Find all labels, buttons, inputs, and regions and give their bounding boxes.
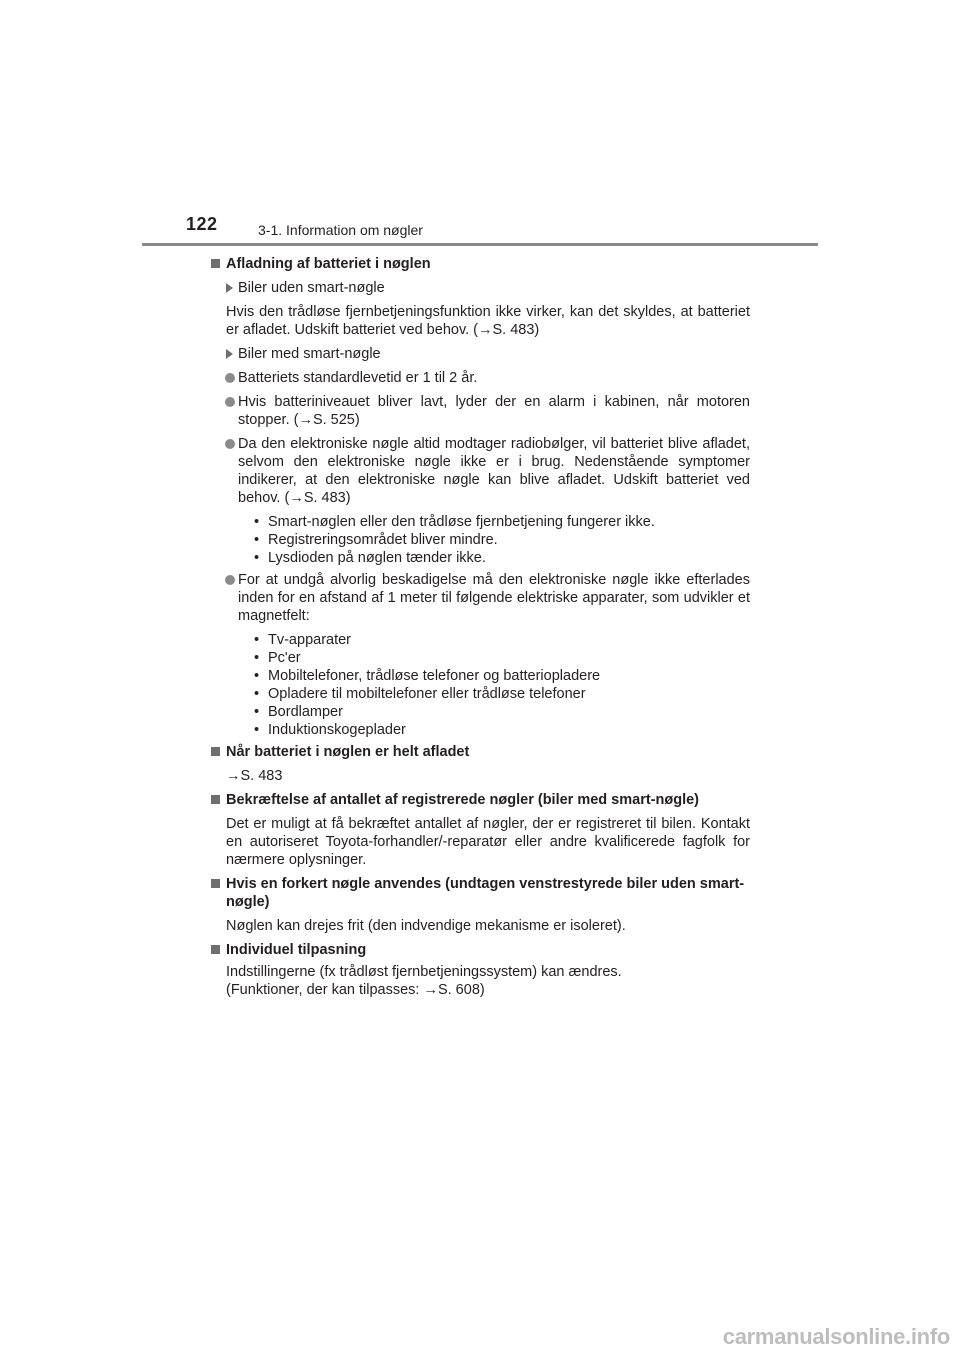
section-heading: Hvis en forkert nøgle anvendes (undtagen venstrestyrede biler uden smart-nøgle): [210, 875, 750, 911]
dot-item: Da den elektroniske nøgle altid modtager radiobølger, vil batteriet blive afladet, selvom den elektroniske nøgle ikke er i brug. Nedenstående symptomer indikerer, at den elektroniske nøgle kan blive afladet. Udskift batteriet ved behov. (→S. 483): [210, 435, 750, 507]
section-heading: Individuel tilpasning: [210, 941, 750, 959]
triangle-arrow-icon: [226, 349, 233, 359]
page-number: 122: [186, 214, 218, 234]
header-rule: [142, 243, 818, 246]
paragraph: Nøglen kan drejes frit (den indvendige mekanisme er isoleret).: [226, 918, 626, 934]
subheading: Biler med smart-nøgle: [210, 345, 750, 363]
square-bullet-icon: [211, 879, 220, 888]
section-heading: Når batteriet i nøglen er helt afladet: [210, 743, 750, 761]
symptom-list: [210, 513, 750, 567]
section-heading: Afladning af batteriet i nøglen: [210, 255, 750, 273]
paragraph: Indstillingerne (fx trådløst fjernbetjeningssystem) kan ændres.: [226, 964, 622, 980]
circle-bullet-icon: [225, 397, 235, 407]
dot-item: Batteriets standardlevetid er 1 til 2 år.: [210, 369, 750, 387]
list-item: • Smart-nøglen eller den trådløse fjernbetjening fungerer ikke.: [254, 513, 750, 531]
paragraph: Det er muligt at få bekræftet antallet af nøgler, der er registreret til bilen. Kontakt en autoriseret Toyota-forhandler/-reparatør eller andre kvalificerede fagfolk for nærmere oplysninger.: [226, 816, 750, 868]
list-item: • Registreringsområdet bliver mindre.: [254, 531, 750, 549]
square-bullet-icon: [211, 259, 220, 268]
list-item: • Mobiltelefoner, trådløse telefoner og batteriopladere: [254, 667, 750, 685]
page-reference: →S. 483: [226, 768, 283, 784]
list-item: • Pc'er: [254, 649, 750, 667]
square-bullet-icon: [211, 795, 220, 804]
circle-bullet-icon: [225, 439, 235, 449]
section-title: 3-1. Information om nøgler: [258, 222, 423, 238]
circle-bullet-icon: [225, 575, 235, 585]
device-list: [210, 631, 750, 739]
section-heading: Bekræftelse af antallet af registrerede nøgler (biler med smart-nøgle): [210, 791, 750, 809]
square-bullet-icon: [211, 747, 220, 756]
triangle-arrow-icon: [226, 283, 233, 293]
paragraph: Hvis den trådløse fjernbetjeningsfunktion ikke virker, kan det skyldes, at batteriet er afladet. Udskift batteriet ved behov. (→S. 483): [226, 304, 750, 338]
dot-item: For at undgå alvorlig beskadigelse må den elektroniske nøgle ikke efterlades inden for en afstand af 1 meter til følgende elektriske apparater, som udvikler et magnetfelt:: [210, 571, 750, 625]
watermark: carmanualsonline.info: [722, 1324, 950, 1349]
list-item: • Induktionskogeplader: [254, 721, 750, 739]
circle-bullet-icon: [225, 373, 235, 383]
list-item: • Bordlamper: [254, 703, 750, 721]
list-item: • Tv-apparater: [254, 631, 750, 649]
list-item: • Lysdioden på nøglen tænder ikke.: [254, 549, 750, 567]
subheading: Biler uden smart-nøgle: [210, 279, 750, 297]
paragraph: (Funktioner, der kan tilpasses: →S. 608): [226, 982, 485, 998]
dot-item: Hvis batteriniveauet bliver lavt, lyder der en alarm i kabinen, når motoren stopper. (→S. 525): [210, 393, 750, 429]
square-bullet-icon: [211, 945, 220, 954]
page-content: [210, 255, 750, 1005]
list-item: • Opladere til mobiltelefoner eller trådløse telefoner: [254, 685, 750, 703]
